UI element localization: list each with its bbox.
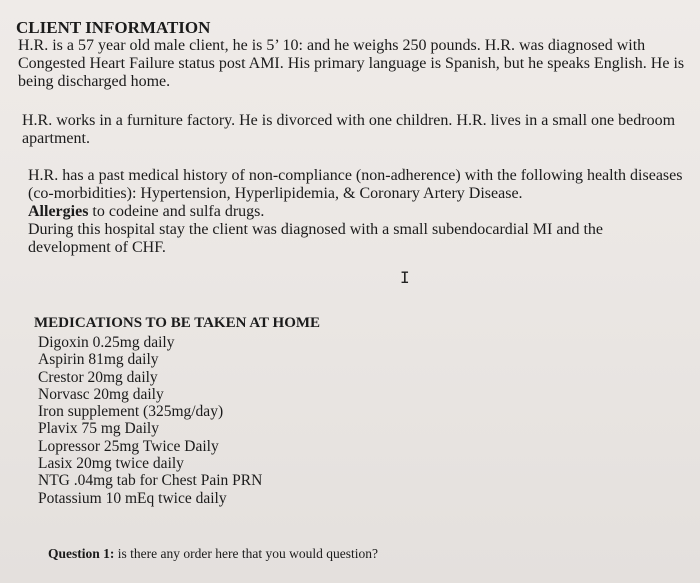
section-title: CLIENT INFORMATION: [16, 18, 211, 37]
question-label: Question 1:: [48, 546, 115, 561]
question-text: is there any order here that you would question?: [114, 546, 378, 561]
medications-section: [34, 314, 634, 507]
medication-item: Digoxin 0.25mg daily: [38, 334, 175, 351]
allergies-label: Allergies: [28, 203, 89, 220]
medications-list: [34, 334, 634, 507]
medication-item: Lasix 20mg twice daily: [38, 455, 184, 473]
medication-item: Plavix 75 mg Daily: [38, 420, 159, 438]
question-line: [48, 546, 378, 562]
medication-item: Lopressor 25mg Twice Daily: [38, 437, 219, 455]
client-info-section: [16, 10, 688, 257]
medications-title: MEDICATIONS TO BE TAKEN AT HOME: [34, 315, 321, 331]
medication-item: Potassium 10 mEq twice daily: [38, 489, 227, 507]
allergies-line: [28, 203, 688, 221]
medication-item: NTG .04mg tab for Chest Pain PRN: [38, 472, 263, 490]
history-paragraph: H.R. has a past medical history of non-compliance (non-adherence) with the following health diseases (co-morbidities): Hypertension, Hyperlipidemia, & Coronary Artery Disease.: [28, 167, 683, 202]
text-cursor-icon: I: [400, 268, 410, 287]
history-block: [16, 167, 688, 257]
medication-item: Iron supplement (325mg/day): [38, 403, 224, 421]
medication-item: Crestor 20mg daily: [38, 368, 158, 386]
intro-paragraph: H.R. is a 57 year old male client, he is 5’ 10: and he weighs 250 pounds. H.R. was diagnosed with Congested Heart Failure status post AMI. His primary language is Spanish, but he speaks English. He is being discharged home.: [18, 37, 685, 90]
medication-item: Norvasc 20mg daily: [38, 385, 164, 403]
social-paragraph: H.R. works in a furniture factory. He is divorced with one children. H.R. lives in a small one bedroom apartment.: [22, 112, 676, 147]
allergies-text: to codeine and sulfa drugs.: [88, 203, 265, 220]
hospital-stay-paragraph: During this hospital stay the client was diagnosed with a small subendocardial MI and the development of CHF.: [28, 221, 603, 256]
medication-item: Aspirin 81mg daily: [38, 351, 159, 369]
